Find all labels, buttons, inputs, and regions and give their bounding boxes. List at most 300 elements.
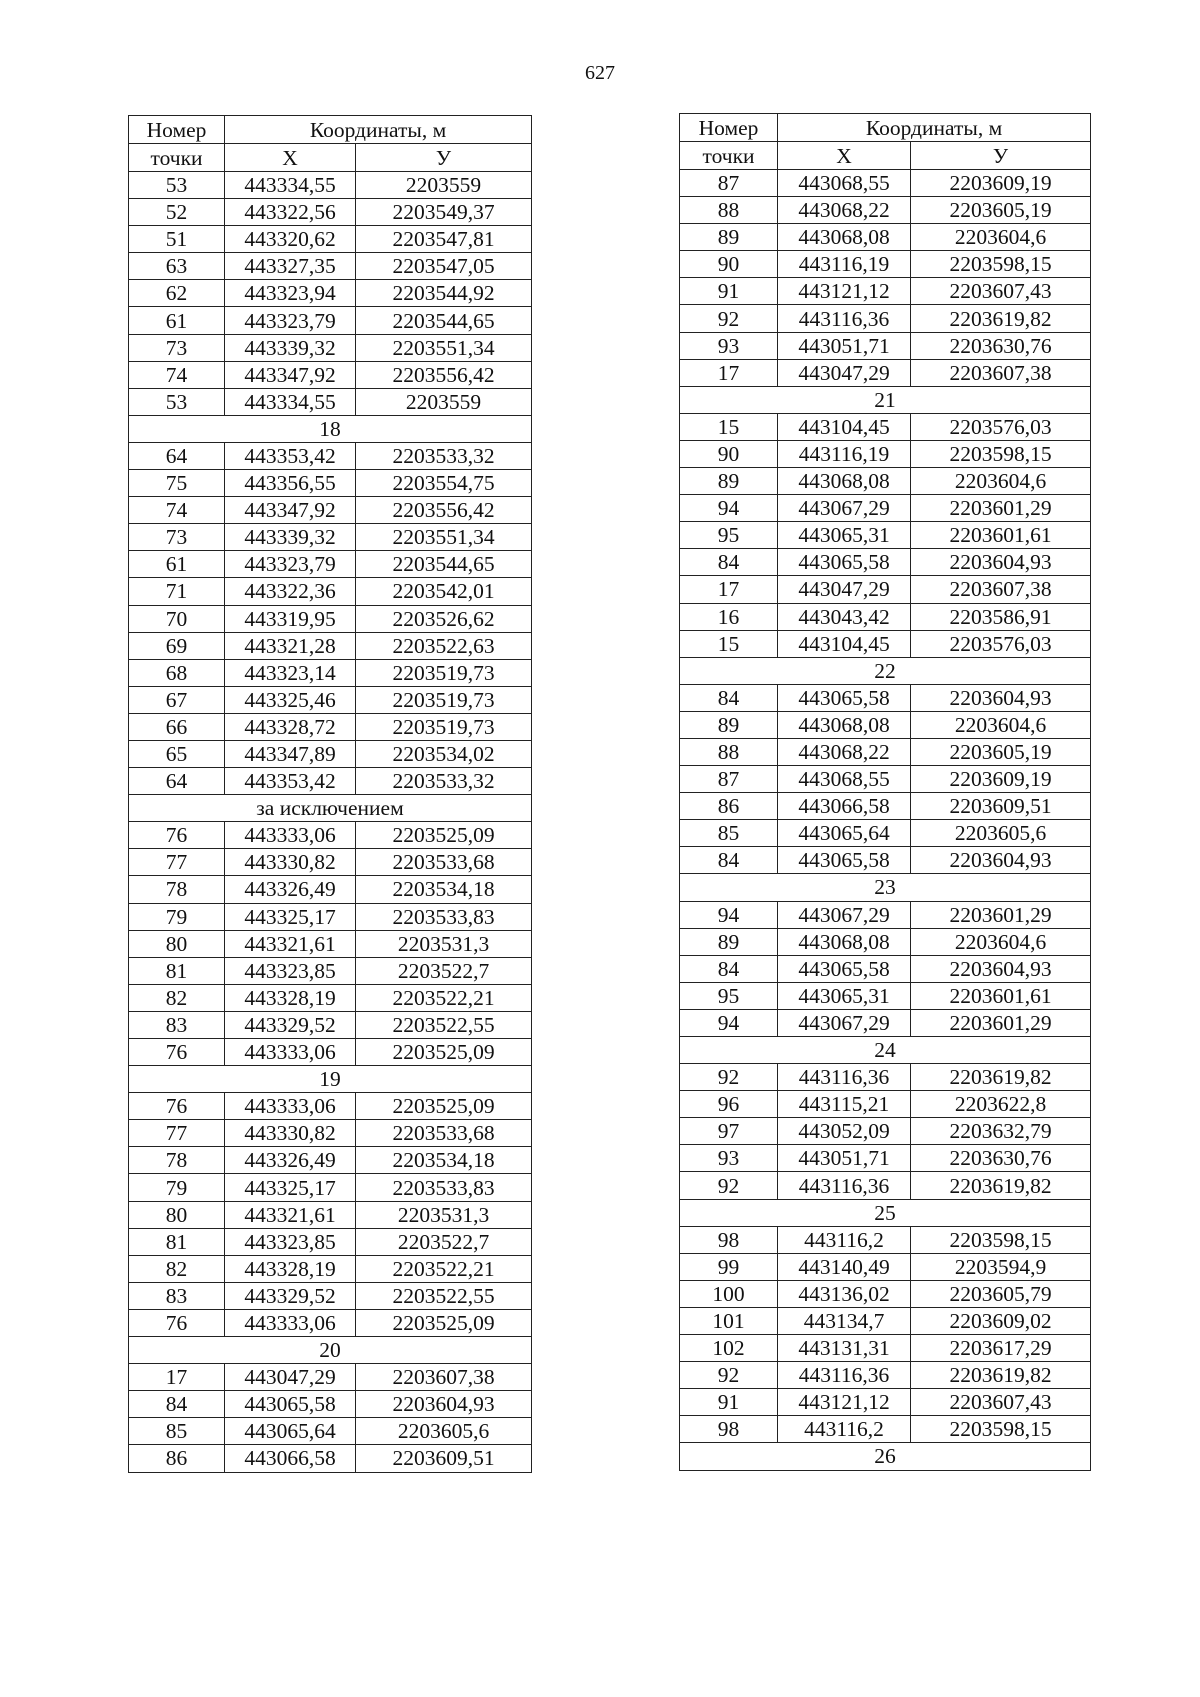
- table-row: [129, 1201, 532, 1228]
- point-number-cell: 70: [129, 605, 225, 632]
- section-row: [129, 1337, 532, 1364]
- section-row: [680, 1037, 1091, 1064]
- point-number-cell: 84: [129, 1391, 225, 1418]
- y-coordinate-cell: 2203605,6: [911, 820, 1091, 847]
- y-coordinate-cell: 2203604,6: [911, 928, 1091, 955]
- y-coordinate-cell: 2203604,6: [911, 224, 1091, 251]
- y-coordinate-cell: 2203549,37: [356, 199, 532, 226]
- y-coordinate-cell: 2203605,19: [911, 197, 1091, 224]
- y-coordinate-cell: 2203522,63: [356, 632, 532, 659]
- x-coordinate-cell: 443051,71: [778, 332, 911, 359]
- table-row: [680, 901, 1091, 928]
- x-coordinate-cell: 443116,2: [778, 1226, 911, 1253]
- table-row: [680, 738, 1091, 765]
- coordinates-header: Координаты, м: [778, 114, 1091, 142]
- x-coordinate-cell: 443068,55: [778, 766, 911, 793]
- section-label: 25: [680, 1199, 1091, 1226]
- x-coordinate-cell: 443347,89: [225, 740, 356, 767]
- x-coordinate-cell: 443136,02: [778, 1280, 911, 1307]
- point-number-cell: 81: [129, 957, 225, 984]
- section-label: 23: [680, 874, 1091, 901]
- table-row: [129, 876, 532, 903]
- section-row: [680, 1443, 1091, 1470]
- x-coordinate-cell: 443353,42: [225, 442, 356, 469]
- x-coordinate-cell: 443065,31: [778, 522, 911, 549]
- table-row: [680, 576, 1091, 603]
- y-coordinate-cell: 2203607,43: [911, 1389, 1091, 1416]
- y-coordinate-cell: 2203526,62: [356, 605, 532, 632]
- y-coordinate-cell: 2203525,09: [356, 822, 532, 849]
- point-number-cell: 93: [680, 332, 778, 359]
- point-number-cell: 86: [680, 793, 778, 820]
- x-coordinate-cell: 443116,2: [778, 1416, 911, 1443]
- x-coordinate-cell: 443321,28: [225, 632, 356, 659]
- y-coordinate-cell: 2203576,03: [911, 413, 1091, 440]
- point-number-cell: 64: [129, 442, 225, 469]
- x-coordinate-cell: 443323,79: [225, 551, 356, 578]
- y-coordinate-cell: 2203522,55: [356, 1282, 532, 1309]
- point-number-cell: 87: [680, 766, 778, 793]
- table-row: [129, 713, 532, 740]
- y-coordinate-cell: 2203605,6: [356, 1418, 532, 1445]
- section-label: 24: [680, 1037, 1091, 1064]
- x-coordinate-cell: 443334,55: [225, 172, 356, 199]
- y-coordinate-cell: 2203604,6: [911, 711, 1091, 738]
- x-coordinate-cell: 443330,82: [225, 1120, 356, 1147]
- point-number-cell: 15: [680, 630, 778, 657]
- point-number-cell: 80: [129, 930, 225, 957]
- table-row: [680, 1416, 1091, 1443]
- x-coordinate-cell: 443065,58: [225, 1391, 356, 1418]
- point-number-cell: 79: [129, 903, 225, 930]
- point-number-cell: 81: [129, 1228, 225, 1255]
- point-number-cell: 71: [129, 578, 225, 605]
- x-coordinate-cell: 443067,29: [778, 495, 911, 522]
- x-coordinate-cell: 443116,36: [778, 305, 911, 332]
- x-coordinate-cell: 443323,85: [225, 957, 356, 984]
- table-row: [129, 1147, 532, 1174]
- table-row: [680, 197, 1091, 224]
- y-coordinate-cell: 2203604,93: [911, 549, 1091, 576]
- y-coordinate-cell: 2203598,15: [911, 1226, 1091, 1253]
- x-coordinate-cell: 443319,95: [225, 605, 356, 632]
- point-number-cell: 65: [129, 740, 225, 767]
- table-row: [129, 930, 532, 957]
- y-coordinate-cell: 2203598,15: [911, 440, 1091, 467]
- point-number-cell: 91: [680, 278, 778, 305]
- point-number-cell: 78: [129, 876, 225, 903]
- point-number-cell: 84: [680, 549, 778, 576]
- y-coordinate-cell: 2203554,75: [356, 470, 532, 497]
- table-row: [129, 226, 532, 253]
- section-label: 26: [680, 1443, 1091, 1470]
- point-number-cell: 92: [680, 305, 778, 332]
- x-coordinate-cell: 443068,55: [778, 170, 911, 197]
- point-number-cell: 98: [680, 1416, 778, 1443]
- table-row: [129, 1011, 532, 1038]
- y-coordinate-cell: 2203544,65: [356, 307, 532, 334]
- x-coordinate-cell: 443333,06: [225, 822, 356, 849]
- y-coordinate-cell: 2203522,21: [356, 984, 532, 1011]
- y-coordinate-cell: 2203559: [356, 172, 532, 199]
- table-row: [680, 1335, 1091, 1362]
- y-header: У: [356, 144, 532, 172]
- y-coordinate-cell: 2203605,19: [911, 738, 1091, 765]
- right-table-body: [680, 170, 1091, 1471]
- x-coordinate-cell: 443329,52: [225, 1282, 356, 1309]
- point-number-cell: 78: [129, 1147, 225, 1174]
- table-row: [129, 388, 532, 415]
- table-row: [129, 1228, 532, 1255]
- x-coordinate-cell: 443051,71: [778, 1145, 911, 1172]
- coordinates-header: Координаты, м: [225, 116, 532, 144]
- x-header: Х: [225, 144, 356, 172]
- point-number-cell: 17: [129, 1364, 225, 1391]
- point-number-cell: 17: [680, 576, 778, 603]
- table-row: [129, 1418, 532, 1445]
- x-coordinate-cell: 443068,08: [778, 468, 911, 495]
- table-row: [680, 847, 1091, 874]
- table-row: [129, 822, 532, 849]
- point-number-cell: 77: [129, 1120, 225, 1147]
- table-row: [680, 1118, 1091, 1145]
- x-coordinate-cell: 443068,08: [778, 928, 911, 955]
- section-row: [680, 657, 1091, 684]
- point-number-cell: 80: [129, 1201, 225, 1228]
- point-number-cell: 97: [680, 1118, 778, 1145]
- section-label: 20: [129, 1337, 532, 1364]
- table-row: [129, 605, 532, 632]
- point-number-cell: 52: [129, 199, 225, 226]
- x-coordinate-cell: 443068,22: [778, 197, 911, 224]
- x-coordinate-cell: 443067,29: [778, 1009, 911, 1036]
- point-number-cell: 53: [129, 388, 225, 415]
- x-coordinate-cell: 443121,12: [778, 278, 911, 305]
- table-row: [680, 413, 1091, 440]
- x-coordinate-cell: 443353,42: [225, 768, 356, 795]
- y-coordinate-cell: 2203609,19: [911, 766, 1091, 793]
- table-row: [129, 984, 532, 1011]
- x-coordinate-cell: 443326,49: [225, 876, 356, 903]
- table-row: [680, 820, 1091, 847]
- x-coordinate-cell: 443330,82: [225, 849, 356, 876]
- y-coordinate-cell: 2203522,7: [356, 957, 532, 984]
- section-row: [129, 795, 532, 822]
- point-number-header: Номер: [129, 116, 225, 144]
- point-number-cell: 84: [680, 955, 778, 982]
- y-coordinate-cell: 2203601,61: [911, 522, 1091, 549]
- table-row: [129, 632, 532, 659]
- point-number-cell: 53: [129, 172, 225, 199]
- point-number-cell: 88: [680, 738, 778, 765]
- point-number-cell: 82: [129, 1255, 225, 1282]
- point-number-header: Номер: [680, 114, 778, 142]
- table-row: [680, 1009, 1091, 1036]
- y-coordinate-cell: 2203630,76: [911, 1145, 1091, 1172]
- x-coordinate-cell: 443116,19: [778, 440, 911, 467]
- point-number-cell: 75: [129, 470, 225, 497]
- x-coordinate-cell: 443322,36: [225, 578, 356, 605]
- y-coordinate-cell: 2203619,82: [911, 1064, 1091, 1091]
- point-number-cell: 91: [680, 1389, 778, 1416]
- point-number-cell: 76: [129, 1309, 225, 1336]
- y-coordinate-cell: 2203604,6: [911, 468, 1091, 495]
- x-coordinate-cell: 443321,61: [225, 930, 356, 957]
- y-coordinate-cell: 2203531,3: [356, 1201, 532, 1228]
- y-coordinate-cell: 2203586,91: [911, 603, 1091, 630]
- x-coordinate-cell: 443104,45: [778, 630, 911, 657]
- y-coordinate-cell: 2203519,73: [356, 686, 532, 713]
- table-row: [129, 497, 532, 524]
- point-number-cell: 85: [129, 1418, 225, 1445]
- y-coordinate-cell: 2203519,73: [356, 659, 532, 686]
- y-coordinate-cell: 2203531,3: [356, 930, 532, 957]
- table-row: [129, 524, 532, 551]
- y-coordinate-cell: 2203607,38: [911, 359, 1091, 386]
- point-number-cell: 83: [129, 1011, 225, 1038]
- point-number-cell: 16: [680, 603, 778, 630]
- y-coordinate-cell: 2203522,7: [356, 1228, 532, 1255]
- point-number-cell: 90: [680, 251, 778, 278]
- y-coordinate-cell: 2203534,18: [356, 876, 532, 903]
- point-number-cell: 94: [680, 1009, 778, 1036]
- x-coordinate-cell: 443333,06: [225, 1039, 356, 1066]
- point-number-cell: 92: [680, 1064, 778, 1091]
- y-coordinate-cell: 2203533,68: [356, 1120, 532, 1147]
- x-coordinate-cell: 443068,08: [778, 224, 911, 251]
- y-coordinate-cell: 2203559: [356, 388, 532, 415]
- section-row: [129, 1066, 532, 1093]
- y-coordinate-cell: 2203547,81: [356, 226, 532, 253]
- y-coordinate-cell: 2203525,09: [356, 1093, 532, 1120]
- point-number-cell: 89: [680, 468, 778, 495]
- y-coordinate-cell: 2203630,76: [911, 332, 1091, 359]
- table-row: [129, 1120, 532, 1147]
- point-number-cell: 17: [680, 359, 778, 386]
- y-coordinate-cell: 2203544,65: [356, 551, 532, 578]
- point-number-cell: 74: [129, 497, 225, 524]
- table-row: [129, 1309, 532, 1336]
- x-coordinate-cell: 443134,7: [778, 1307, 911, 1334]
- point-number-cell: 67: [129, 686, 225, 713]
- section-row: [680, 874, 1091, 901]
- x-coordinate-cell: 443065,64: [778, 820, 911, 847]
- table-row: [680, 278, 1091, 305]
- point-number-cell: 90: [680, 440, 778, 467]
- x-coordinate-cell: 443333,06: [225, 1093, 356, 1120]
- y-coordinate-cell: 2203609,51: [356, 1445, 532, 1472]
- x-coordinate-cell: 443116,36: [778, 1064, 911, 1091]
- table-row: [129, 1174, 532, 1201]
- point-number-cell: 95: [680, 982, 778, 1009]
- y-coordinate-cell: 2203601,29: [911, 1009, 1091, 1036]
- point-number-cell: 95: [680, 522, 778, 549]
- y-coordinate-cell: 2203522,55: [356, 1011, 532, 1038]
- y-coordinate-cell: 2203556,42: [356, 497, 532, 524]
- table-row: [680, 630, 1091, 657]
- point-number-cell: 68: [129, 659, 225, 686]
- x-coordinate-cell: 443068,08: [778, 711, 911, 738]
- x-coordinate-cell: 443065,58: [778, 549, 911, 576]
- y-coordinate-cell: 2203544,92: [356, 280, 532, 307]
- table-row: [129, 334, 532, 361]
- table-row: [680, 1064, 1091, 1091]
- y-coordinate-cell: 2203601,61: [911, 982, 1091, 1009]
- table-row: [680, 359, 1091, 386]
- table-row: [129, 686, 532, 713]
- x-coordinate-cell: 443065,58: [778, 847, 911, 874]
- table-row: [129, 361, 532, 388]
- y-coordinate-cell: 2203604,93: [911, 955, 1091, 982]
- point-number-cell: 62: [129, 280, 225, 307]
- x-coordinate-cell: 443065,31: [778, 982, 911, 1009]
- y-coordinate-cell: 2203576,03: [911, 630, 1091, 657]
- y-coordinate-cell: 2203601,29: [911, 901, 1091, 928]
- point-number-cell: 94: [680, 901, 778, 928]
- table-row: [680, 928, 1091, 955]
- x-coordinate-cell: 443116,36: [778, 1172, 911, 1199]
- y-coordinate-cell: 2203551,34: [356, 524, 532, 551]
- table-row: [680, 982, 1091, 1009]
- table-row: [680, 522, 1091, 549]
- y-coordinate-cell: 2203607,38: [356, 1364, 532, 1391]
- x-coordinate-cell: 443356,55: [225, 470, 356, 497]
- point-number-header-cont: точки: [129, 144, 225, 172]
- x-coordinate-cell: 443047,29: [778, 359, 911, 386]
- x-coordinate-cell: 443339,32: [225, 524, 356, 551]
- point-number-cell: 89: [680, 928, 778, 955]
- section-row: [129, 415, 532, 442]
- point-number-cell: 69: [129, 632, 225, 659]
- point-number-cell: 82: [129, 984, 225, 1011]
- point-number-cell: 63: [129, 253, 225, 280]
- y-coordinate-cell: 2203547,05: [356, 253, 532, 280]
- table-row: [129, 253, 532, 280]
- table-row: [680, 495, 1091, 522]
- table-row: [680, 224, 1091, 251]
- point-number-cell: 100: [680, 1280, 778, 1307]
- x-coordinate-cell: 443323,79: [225, 307, 356, 334]
- page-number: 627: [585, 62, 615, 84]
- section-label: 19: [129, 1066, 532, 1093]
- point-number-cell: 89: [680, 224, 778, 251]
- point-number-cell: 76: [129, 1093, 225, 1120]
- y-coordinate-cell: 2203601,29: [911, 495, 1091, 522]
- point-number-cell: 73: [129, 524, 225, 551]
- point-number-cell: 51: [129, 226, 225, 253]
- table-row: [129, 470, 532, 497]
- y-coordinate-cell: 2203556,42: [356, 361, 532, 388]
- table-row: [680, 1280, 1091, 1307]
- x-coordinate-cell: 443325,46: [225, 686, 356, 713]
- point-number-cell: 92: [680, 1172, 778, 1199]
- x-coordinate-cell: 443323,85: [225, 1228, 356, 1255]
- y-coordinate-cell: 2203605,79: [911, 1280, 1091, 1307]
- x-coordinate-cell: 443115,21: [778, 1091, 911, 1118]
- table-row: [129, 659, 532, 686]
- point-number-cell: 77: [129, 849, 225, 876]
- table-row: [129, 768, 532, 795]
- table-row: [680, 1389, 1091, 1416]
- section-label: 18: [129, 415, 532, 442]
- point-number-cell: 99: [680, 1253, 778, 1280]
- x-coordinate-cell: 443043,42: [778, 603, 911, 630]
- y-coordinate-cell: 2203609,51: [911, 793, 1091, 820]
- table-row: [129, 740, 532, 767]
- x-header: Х: [778, 142, 911, 170]
- left-table-body: [129, 172, 532, 1473]
- y-coordinate-cell: 2203598,15: [911, 1416, 1091, 1443]
- point-number-cell: 96: [680, 1091, 778, 1118]
- table-row: [680, 332, 1091, 359]
- y-coordinate-cell: 2203551,34: [356, 334, 532, 361]
- table-row: [129, 1445, 532, 1472]
- table-row: [680, 440, 1091, 467]
- x-coordinate-cell: 443329,52: [225, 1011, 356, 1038]
- y-coordinate-cell: 2203604,93: [911, 847, 1091, 874]
- y-coordinate-cell: 2203604,93: [911, 684, 1091, 711]
- y-coordinate-cell: 2203619,82: [911, 1172, 1091, 1199]
- point-number-cell: 84: [680, 684, 778, 711]
- y-coordinate-cell: 2203622,8: [911, 1091, 1091, 1118]
- point-number-cell: 76: [129, 1039, 225, 1066]
- y-coordinate-cell: 2203609,02: [911, 1307, 1091, 1334]
- x-coordinate-cell: 443047,29: [225, 1364, 356, 1391]
- point-number-cell: 94: [680, 495, 778, 522]
- point-number-cell: 101: [680, 1307, 778, 1334]
- x-coordinate-cell: 443339,32: [225, 334, 356, 361]
- section-label: 21: [680, 386, 1091, 413]
- table-row: [680, 766, 1091, 793]
- y-coordinate-cell: 2203619,82: [911, 1362, 1091, 1389]
- table-row: [680, 549, 1091, 576]
- point-number-cell: 85: [680, 820, 778, 847]
- point-number-cell: 102: [680, 1335, 778, 1362]
- point-number-cell: 79: [129, 1174, 225, 1201]
- table-row: [129, 442, 532, 469]
- table-row: [680, 1091, 1091, 1118]
- table-row: [680, 711, 1091, 738]
- table-row: [129, 957, 532, 984]
- y-coordinate-cell: 2203525,09: [356, 1039, 532, 1066]
- y-coordinate-cell: 2203607,43: [911, 278, 1091, 305]
- table-row: [680, 1172, 1091, 1199]
- x-coordinate-cell: 443052,09: [778, 1118, 911, 1145]
- table-row: [680, 1362, 1091, 1389]
- point-number-cell: 92: [680, 1362, 778, 1389]
- y-coordinate-cell: 2203534,02: [356, 740, 532, 767]
- left-coordinates-table: [128, 115, 532, 1473]
- table-row: [680, 251, 1091, 278]
- x-coordinate-cell: 443066,58: [778, 793, 911, 820]
- x-coordinate-cell: 443321,61: [225, 1201, 356, 1228]
- x-coordinate-cell: 443323,94: [225, 280, 356, 307]
- table-row: [129, 280, 532, 307]
- point-number-cell: 61: [129, 307, 225, 334]
- y-coordinate-cell: 2203534,18: [356, 1147, 532, 1174]
- table-row: [680, 1145, 1091, 1172]
- x-coordinate-cell: 443116,36: [778, 1362, 911, 1389]
- table-row: [680, 1307, 1091, 1334]
- x-coordinate-cell: 443328,72: [225, 713, 356, 740]
- x-coordinate-cell: 443322,56: [225, 199, 356, 226]
- y-coordinate-cell: 2203533,32: [356, 442, 532, 469]
- point-number-cell: 83: [129, 1282, 225, 1309]
- point-number-cell: 84: [680, 847, 778, 874]
- x-coordinate-cell: 443140,49: [778, 1253, 911, 1280]
- y-coordinate-cell: 2203607,38: [911, 576, 1091, 603]
- x-coordinate-cell: 443327,35: [225, 253, 356, 280]
